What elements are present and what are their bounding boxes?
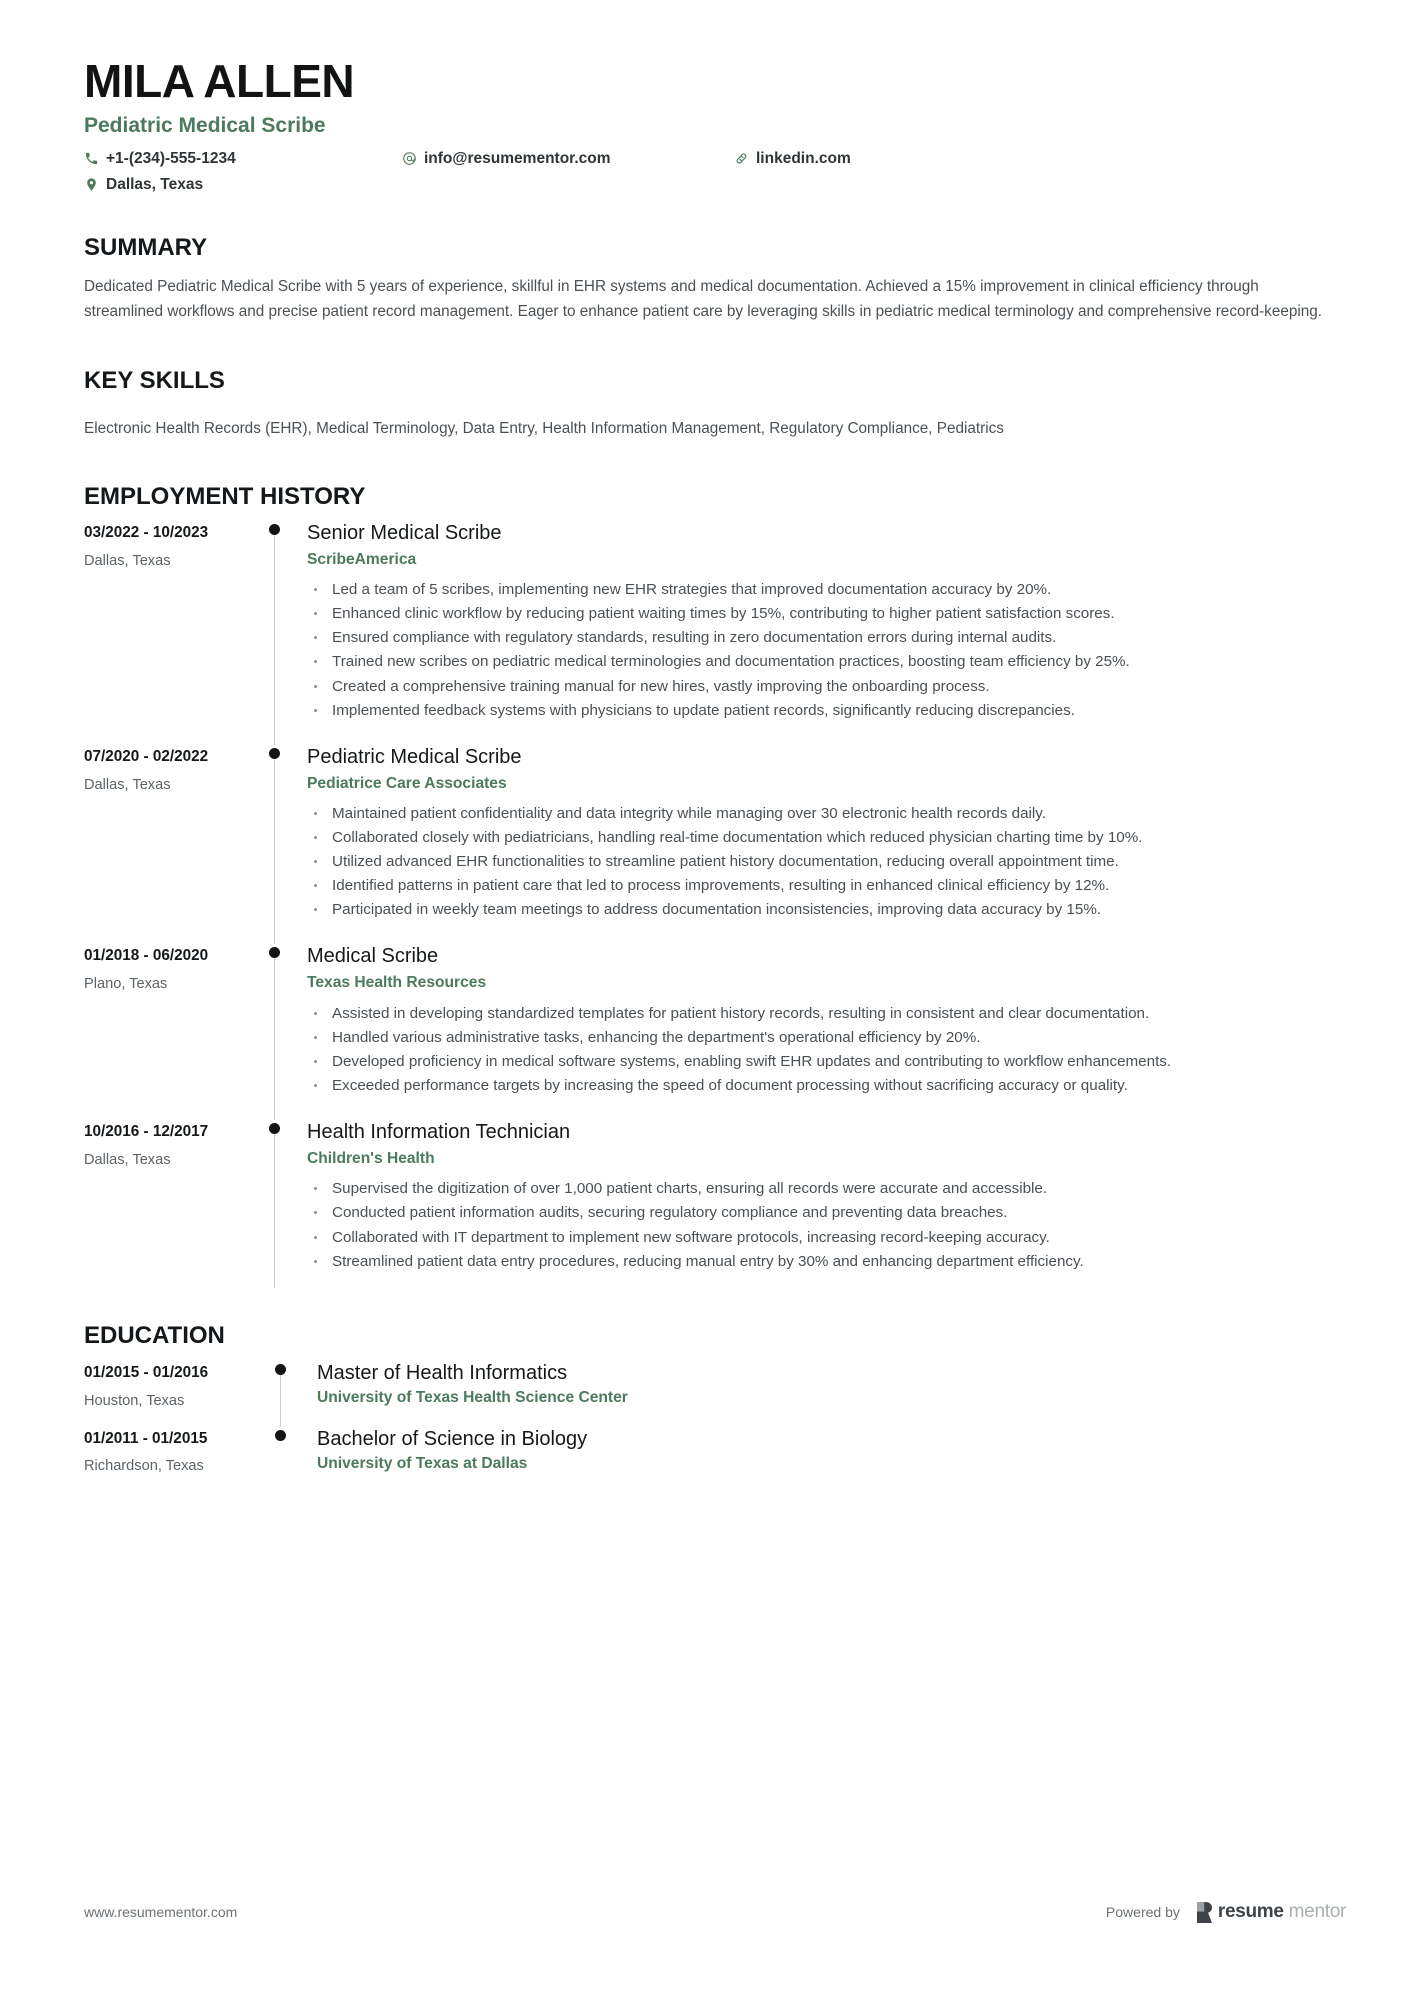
summary-text: Dedicated Pediatric Medical Scribe with 5 years of experience, skillful in EHR systems and medical documentation. Achieved a 15% improvement in clinical efficiency through streamlined workflows and precise patient record management. Eager to enhance patient care by leveraging skills in pediatric medical terminology and comprehensive record-keeping. [84, 278, 1323, 321]
entry-location: Dallas, Texas [84, 1151, 171, 1168]
entry-bullet: Utilized advanced EHR functionalities to streamline patient history documentation, reducing overall appointment time. [307, 850, 1346, 873]
contact-email[interactable] [402, 150, 611, 168]
entry-dates: 01/2018 - 06/2020 [84, 947, 209, 965]
entry-location: Dallas, Texas [84, 776, 171, 793]
education-entry [84, 1361, 1346, 1426]
timeline-line [274, 953, 275, 1120]
entry-body [307, 521, 1346, 745]
entry-bullet: Implemented feedback systems with physicians to update patient records, significantly reducing discrepancies. [307, 699, 1346, 722]
contact-location [84, 176, 203, 194]
location-pin-icon [84, 177, 99, 192]
timeline-rail [259, 1427, 317, 1492]
timeline-dot [275, 1430, 286, 1441]
education-entry [84, 1427, 1346, 1492]
candidate-name: MILA ALLEN [84, 55, 355, 107]
entry-bullet: Maintained patient confidentiality and data integrity while managing over 30 electronic health records daily. [307, 802, 1346, 825]
entry-dates: 01/2011 - 01/2015 [84, 1429, 208, 1447]
timeline-line [274, 1129, 275, 1288]
entry-body [307, 745, 1346, 945]
entry-role: Senior Medical Scribe [307, 521, 502, 544]
entry-bullet: Developed proficiency in medical software systems, enabling swift EHR updates and contributing to workflow enhancements. [307, 1050, 1346, 1073]
summary-heading: SUMMARY [84, 233, 208, 261]
education-degree: Bachelor of Science in Biology [317, 1427, 588, 1450]
education-list [84, 1361, 1346, 1492]
entry-meta [84, 521, 259, 571]
entry-bullet: Enhanced clinic workflow by reducing patient waiting times by 15%, contributing to higher patient satisfaction scores. [307, 602, 1346, 625]
entry-bullet: Exceeded performance targets by increasing the speed of document processing without sacrificing accuracy or quality. [307, 1074, 1346, 1097]
entry-dates: 01/2015 - 01/2016 [84, 1364, 209, 1382]
entry-organization: ScribeAmerica [307, 550, 417, 568]
key-skills-heading: KEY SKILLS [84, 366, 225, 394]
entry-location: Houston, Texas [84, 1393, 185, 1410]
timeline-dot [269, 1123, 280, 1134]
entry-bullet: Handled various administrative tasks, enhancing the department's operational efficiency by 20%. [307, 1026, 1346, 1049]
entry-bullet: Supervised the digitization of over 1,000 patient charts, ensuring all records were accurate and accessible. [307, 1177, 1346, 1200]
entry-dates: 03/2022 - 10/2023 [84, 523, 209, 541]
contact-phone-text: +1-(234)-555-1234 [106, 149, 236, 167]
entry-bullet: Collaborated with IT department to implement new software protocols, increasing record-keeping accuracy. [307, 1226, 1346, 1249]
timeline-dot [269, 748, 280, 759]
entry-organization: Pediatrice Care Associates [307, 774, 507, 792]
entry-bullet: Streamlined patient data entry procedures, reducing manual entry by 30% and enhancing department efficiency. [307, 1250, 1346, 1273]
entry-meta [84, 1120, 259, 1170]
entry-bullet: Collaborated closely with pediatricians, handling real-time documentation which reduced physician charting time by 10%. [307, 826, 1346, 849]
summary-section [84, 234, 1346, 325]
key-skills-text: Electronic Health Records (EHR), Medical Terminology, Data Entry, Health Information Management, Regulatory Compliance, Pediatrics [84, 419, 1004, 437]
employment-list [84, 521, 1346, 1296]
employment-entry [84, 745, 1346, 945]
entry-bullet-list [307, 1002, 1346, 1097]
employment-entry [84, 944, 1346, 1120]
entry-location: Richardson, Texas [84, 1458, 204, 1475]
resumementor-logo [1196, 1901, 1346, 1923]
email-icon [402, 151, 417, 166]
contact-info [84, 150, 1346, 208]
education-section [84, 1322, 1346, 1492]
timeline-rail [259, 1361, 317, 1426]
contact-email-text: info@resumementor.com [424, 149, 611, 167]
entry-bullet: Created a comprehensive training manual for new hires, vastly improving the onboarding process. [307, 675, 1346, 698]
entry-meta [84, 1427, 259, 1477]
education-school: University of Texas at Dallas [317, 1454, 528, 1472]
contact-linkedin[interactable] [734, 150, 851, 168]
entry-bullet-list [307, 578, 1346, 722]
candidate-job-title: Pediatric Medical Scribe [84, 113, 326, 137]
timeline-line [280, 1370, 281, 1426]
entry-meta [84, 745, 259, 795]
entry-bullet: Led a team of 5 scribes, implementing new EHR strategies that improved documentation accuracy by 20%. [307, 578, 1346, 601]
entry-organization: Children's Health [307, 1150, 435, 1168]
resume-header [84, 56, 1346, 208]
entry-dates: 07/2020 - 02/2022 [84, 747, 209, 765]
contact-linkedin-text: linkedin.com [756, 149, 851, 167]
entry-location: Plano, Texas [84, 976, 168, 993]
resumementor-logo-mark [1196, 1902, 1213, 1923]
entry-bullet: Assisted in developing standardized templates for patient history records, resulting in consistent and clear documentation. [307, 1002, 1346, 1025]
entry-role: Pediatric Medical Scribe [307, 745, 522, 768]
footer-website[interactable]: www.resumementor.com [84, 1904, 238, 1920]
education-school: University of Texas Health Science Center [317, 1389, 628, 1407]
entry-bullet: Ensured compliance with regulatory standards, resulting in zero documentation errors during internal audits. [307, 626, 1346, 649]
key-skills-section [84, 367, 1346, 441]
entry-role: Medical Scribe [307, 945, 439, 968]
phone-icon [84, 151, 99, 166]
entry-organization: Texas Health Resources [307, 974, 487, 992]
logo-text-bold: resume [1217, 1901, 1284, 1922]
entry-meta [84, 944, 259, 994]
employment-entry [84, 521, 1346, 745]
timeline-rail [259, 944, 307, 1120]
entry-bullet: Conducted patient information audits, securing regulatory compliance and preventing data breaches. [307, 1201, 1346, 1224]
entry-meta [84, 1361, 259, 1411]
entry-body [317, 1361, 1346, 1426]
timeline-dot [275, 1364, 286, 1375]
timeline-dot [269, 947, 280, 958]
entry-bullet-list [307, 802, 1346, 921]
employment-entry [84, 1120, 1346, 1296]
timeline-rail [259, 1120, 307, 1296]
entry-location: Dallas, Texas [84, 552, 171, 569]
timeline-rail [259, 521, 307, 745]
entry-body [317, 1427, 1346, 1492]
entry-body [307, 1120, 1346, 1296]
timeline-rail [259, 745, 307, 945]
contact-phone[interactable] [84, 150, 236, 168]
timeline-dot [269, 524, 280, 535]
timeline-line [274, 530, 275, 745]
footer-branding [1106, 1901, 1346, 1923]
entry-role: Health Information Technician [307, 1121, 571, 1144]
employment-section [84, 483, 1346, 1295]
logo-text-light: mentor [1288, 1901, 1346, 1922]
powered-by-label: Powered by [1105, 1904, 1180, 1920]
entry-bullet: Trained new scribes on pediatric medical terminologies and documentation practices, boosting team efficiency by 25%. [307, 650, 1346, 673]
timeline-line [274, 754, 275, 945]
entry-body [307, 944, 1346, 1120]
link-icon [734, 151, 749, 166]
education-heading: EDUCATION [84, 1321, 225, 1349]
employment-heading: EMPLOYMENT HISTORY [84, 483, 366, 511]
entry-bullet: Identified patterns in patient care that led to process improvements, resulting in enhanced clinical efficiency by 12%. [307, 874, 1346, 897]
education-degree: Master of Health Informatics [317, 1362, 568, 1385]
contact-location-text: Dallas, Texas [106, 175, 204, 193]
entry-bullet-list [307, 1177, 1346, 1272]
entry-dates: 10/2016 - 12/2017 [84, 1123, 209, 1141]
page-footer [84, 1901, 1346, 1923]
entry-bullet: Participated in weekly team meetings to address documentation inconsistencies, improving data accuracy by 15%. [307, 898, 1346, 921]
